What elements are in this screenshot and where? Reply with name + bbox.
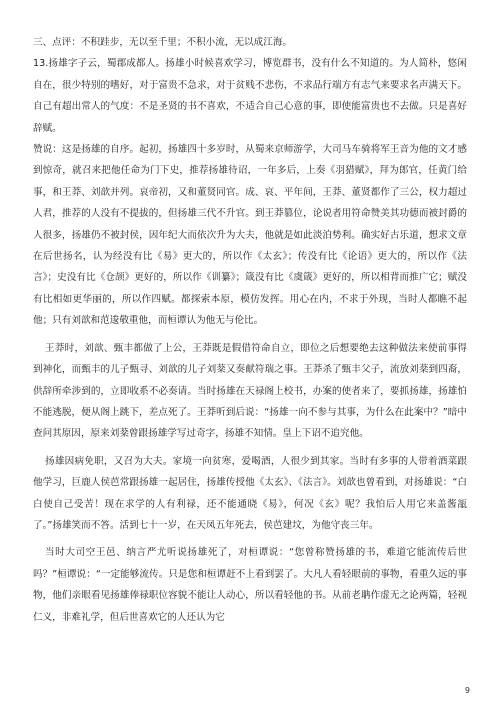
document-body [33,32,467,628]
paragraph-4: 扬雄因病免职，又召为大夫。家境一向贫寒，爱喝酒，人很少到其家。当时有多事的人带着酒菜跟他学习，巨鹿人侯芭常跟扬雄一起居住，扬雄传授他《太玄》、《法言》。刘歆也曾看到，对扬雄说：“白白使自己受苦！现在求学的人有利禄，还不能通晓《易》，何况《玄》呢？我怕后人用它来盖酱瓿了。”扬雄笑而不答。活到七十一岁，在天凤五年死去，侯芭建坟，为他守丧三年。 [33,455,467,531]
section-heading: 三、点评：不积跬步，无以至千里；不积小流，无以成江海。 [33,37,293,48]
paragraph-1: 13.扬雄字子云，蜀郡成都人。扬雄小时候喜欢学习，博览群书，没有什么不知道的。为人简朴，悠闲自在，很少特别的嗜好，对于富贵不急求，对于贫贱不悲伤，不求品行端方有志气来要求名声满天下。自己有超出常人的气度：不是圣贤的书不喜欢，不适合自己心意的事，即使能富贵也不去做。只是喜好辞赋。 [33,58,467,134]
paragraph-3: 王莽时，刘歆、甄丰都做了上公，王莽既是假借符命自立，即位之后想要绝去这种做法来使前事得到神化，而甄丰的儿子甄寻、刘歆的儿子刘棻又奏献符瑞之事。王莽杀了甄丰父子，流放刘棻到四裔，供辞所牵涉到的，立即收系不必奏请。当时扬雄在天禄阁上校书，办案的使者来了，要抓扬雄，扬雄怕不能逃脱，便从阁上跳下，差点死了。王莽听到后说：“扬雄一向不参与其事，为什么在此案中？”暗中查问其原因，原来刘棻曾跟扬雄学写过奇字，扬雄不知情。皇上下诏不追究他。 [33,342,467,440]
paragraph-2: 赞说：这是扬雄的自序。起初，扬雄四十多岁时，从蜀来京师游学，大司马车骑将军王音为他的文才感到惊奇，就召来把他任命为门下史，推荐扬雄待诏，一年多后，上奏《羽猎赋》，拜为郎官，任黄门给事，和王莽、刘歆并列。哀帝初，又和董贤同官。成、哀、平年间，王莽、董贤都作了三公，权力超过人君，推荐的人没有不提拔的，但扬雄三代不升官。到王莽篡位，论说者用符命赞美其功德而被封爵的人很多，扬雄仍不被封侯，因年纪大而依次升为大夫，他就是如此淡泊势利。确实好古乐道，想求文章在后世扬名，认为经没有比《易》更大的，所以作《太玄》；传没有比《论语》更大的，所以作《法言》；史没有比《仓颉》更好的，所以作《训纂》；箴没有比《虞箴》更好的，所以相背而推广它；赋没有比相如更华丽的，所以作四赋。都探索本原，模仿发挥。用心在内，不求于外现，当时人都瞧不起他；只有刘歆和范逡敬重他，而桓谭认为他无与伦比。 [33,144,467,327]
page-number: 9 [464,686,470,695]
paragraph-5: 当时大司空王邑、纳言严尤听说扬雄死了，对桓谭说：“您曾称赞扬雄的书，难道它能流传后世吗？”桓谭说：“一定能够流传。只是您和桓谭赶不上看到罢了。大凡人看轻眼前的事物，看重久远的事物，他们亲眼看见扬雄俸禄职位容貌不能让人动心，所以看轻他的书。从前老聃作虚无之论两篇，轻视仁义，非难礼学，但后世喜欢它的人还认为它 [33,547,467,623]
